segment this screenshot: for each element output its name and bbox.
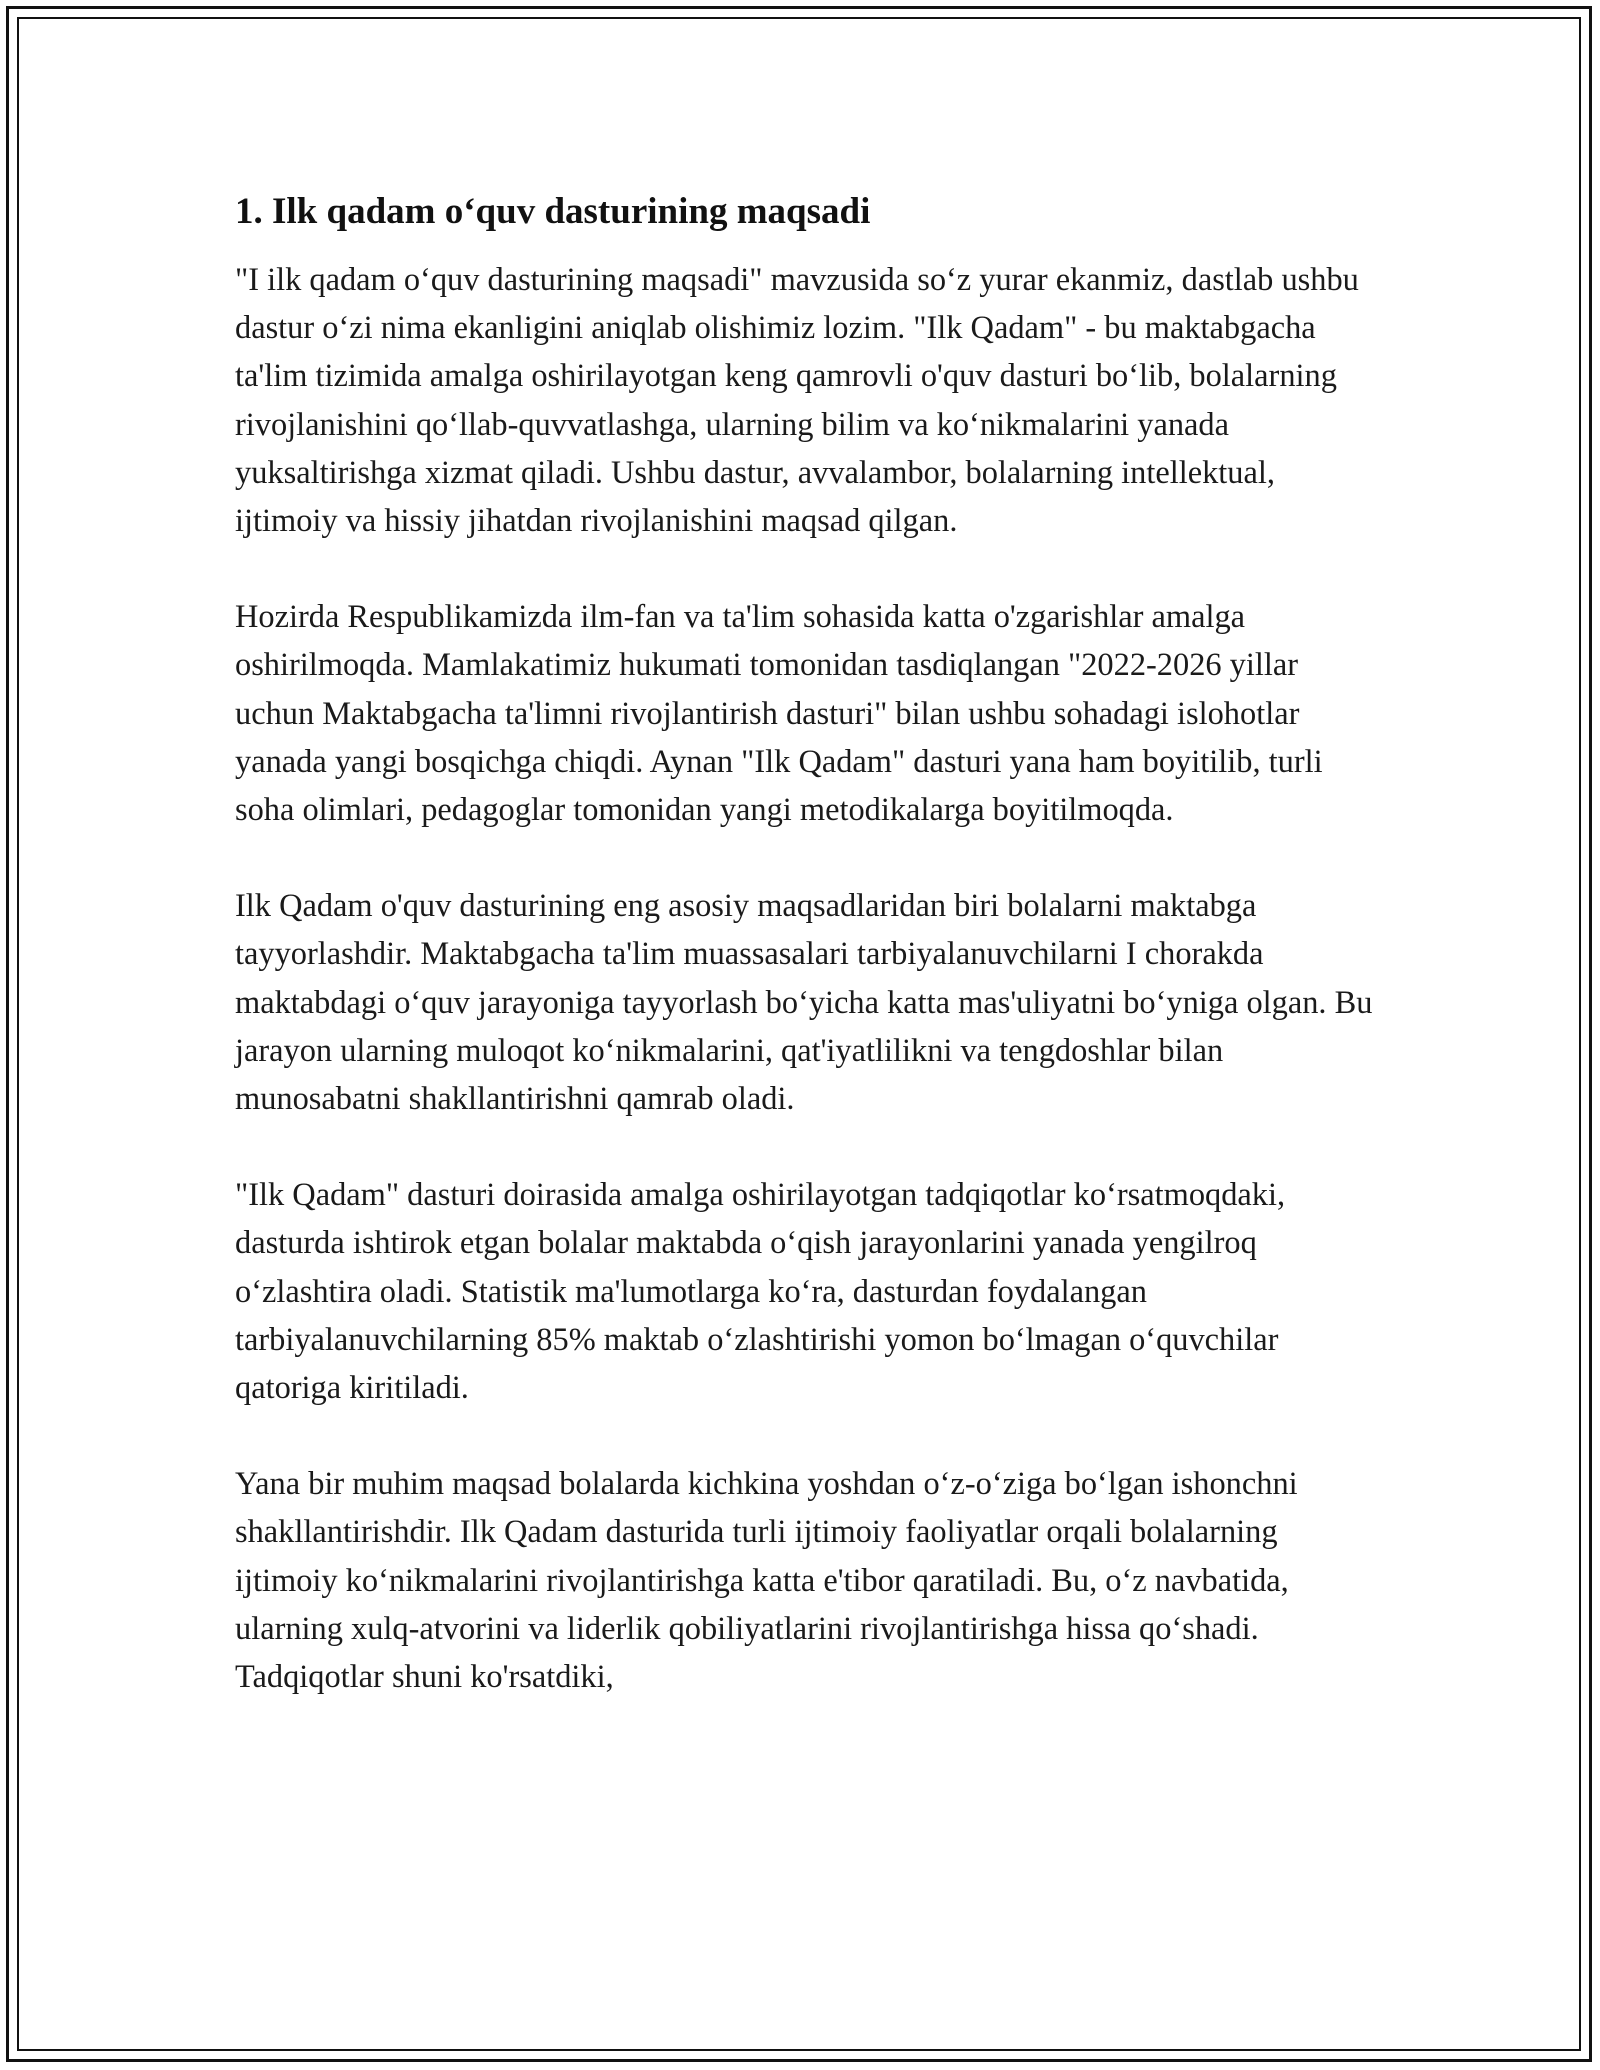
section-heading: 1. Ilk qadam o‘quv dasturining maqsadi [235,191,871,232]
paragraph-intro: "I ilk qadam o‘quv dasturining maqsadi" mavzusida so‘z yurar ekanmiz, dastlab ushbu dastur o‘zi nima ekanligini aniqlab olishimiz lozim. "Ilk Qadam" - bu maktabgacha ta'lim tizimida amalga oshirilayotgan keng qamrovli o'quv dasturi bo‘lib, bolalarning rivojlanishini qo‘llab-quvvatlashga, ularning bilim va ko‘nikmalarini yanada yuksaltirishga xizmat qiladi. Ushbu dastur, avvalambor, bolalarning intellektual, ijtimoiy va hissiy jihatdan rivojlanishini maqsad qilgan. [235,262,1359,540]
paragraph-reforms: Hozirda Respublikamizda ilm-fan va ta'lim sohasida katta o'zgarishlar amalga oshirilmoqda. Mamlakatimiz hukumati tomonidan tasdiqlangan "2022-2026 yillar uchun Maktabgacha ta'limni rivojlantirish dasturi" bilan ushbu sohadagi islohotlar yanada yangi bosqichga chiqdi. Aynan "Ilk Qadam" dasturi yana ham boyitilib, turli soha olimlari, pedagoglar tomonidan yangi metodikalarga boyitilmoqda. [235,599,1323,829]
paragraph-self-confidence: Yana bir muhim maqsad bolalarda kichkina yoshdan o‘z-o‘ziga bo‘lgan ishonchni shakllantirishdir. Ilk Qadam dasturida turli ijtimoiy faoliyatlar orqali bolalarning ijtimoiy ko‘nikmalarini rivojlantirishga katta e'tibor qaratiladi. Bu, o‘z navbatida, ularning xulq-atvorini va liderlik qobiliyatlarini rivojlantirishga hissa qo‘shadi. Tadqiqotlar shuni ko'rsatdiki, [235,1466,1298,1696]
paragraph-school-readiness: Ilk Qadam o'quv dasturining eng asosiy maqsadlaridan biri bolalarni maktabga tayyorlashdir. Maktabgacha ta'lim muassasalari tarbiyalanuvchilarni I chorakda maktabdagi o‘quv jarayoniga tayyorlash bo‘yicha katta mas'uliyatni bo‘yniga olgan. Bu jarayon ularning muloqot ko‘nikmalarini, qat'iyatlilikni va tengdoshlar bilan munosabatni shakllantirishni qamrab oladi. [235,888,1373,1118]
document-body [235,190,1375,1749]
paragraph-research: "Ilk Qadam" dasturi doirasida amalga oshirilayotgan tadqiqotlar ko‘rsatmoqdaki, dasturda ishtirok etgan bolalar maktabda o‘qish jarayonlarini yanada yengilroq o‘zlashtira oladi. Statistik ma'lumotlarga ko‘ra, dasturdan foydalangan tarbiyalanuvchilarning 85% maktab o‘zlashtirishi yomon bo‘lmagan o‘quvchilar qatoriga kiritiladi. [235,1177,1286,1407]
